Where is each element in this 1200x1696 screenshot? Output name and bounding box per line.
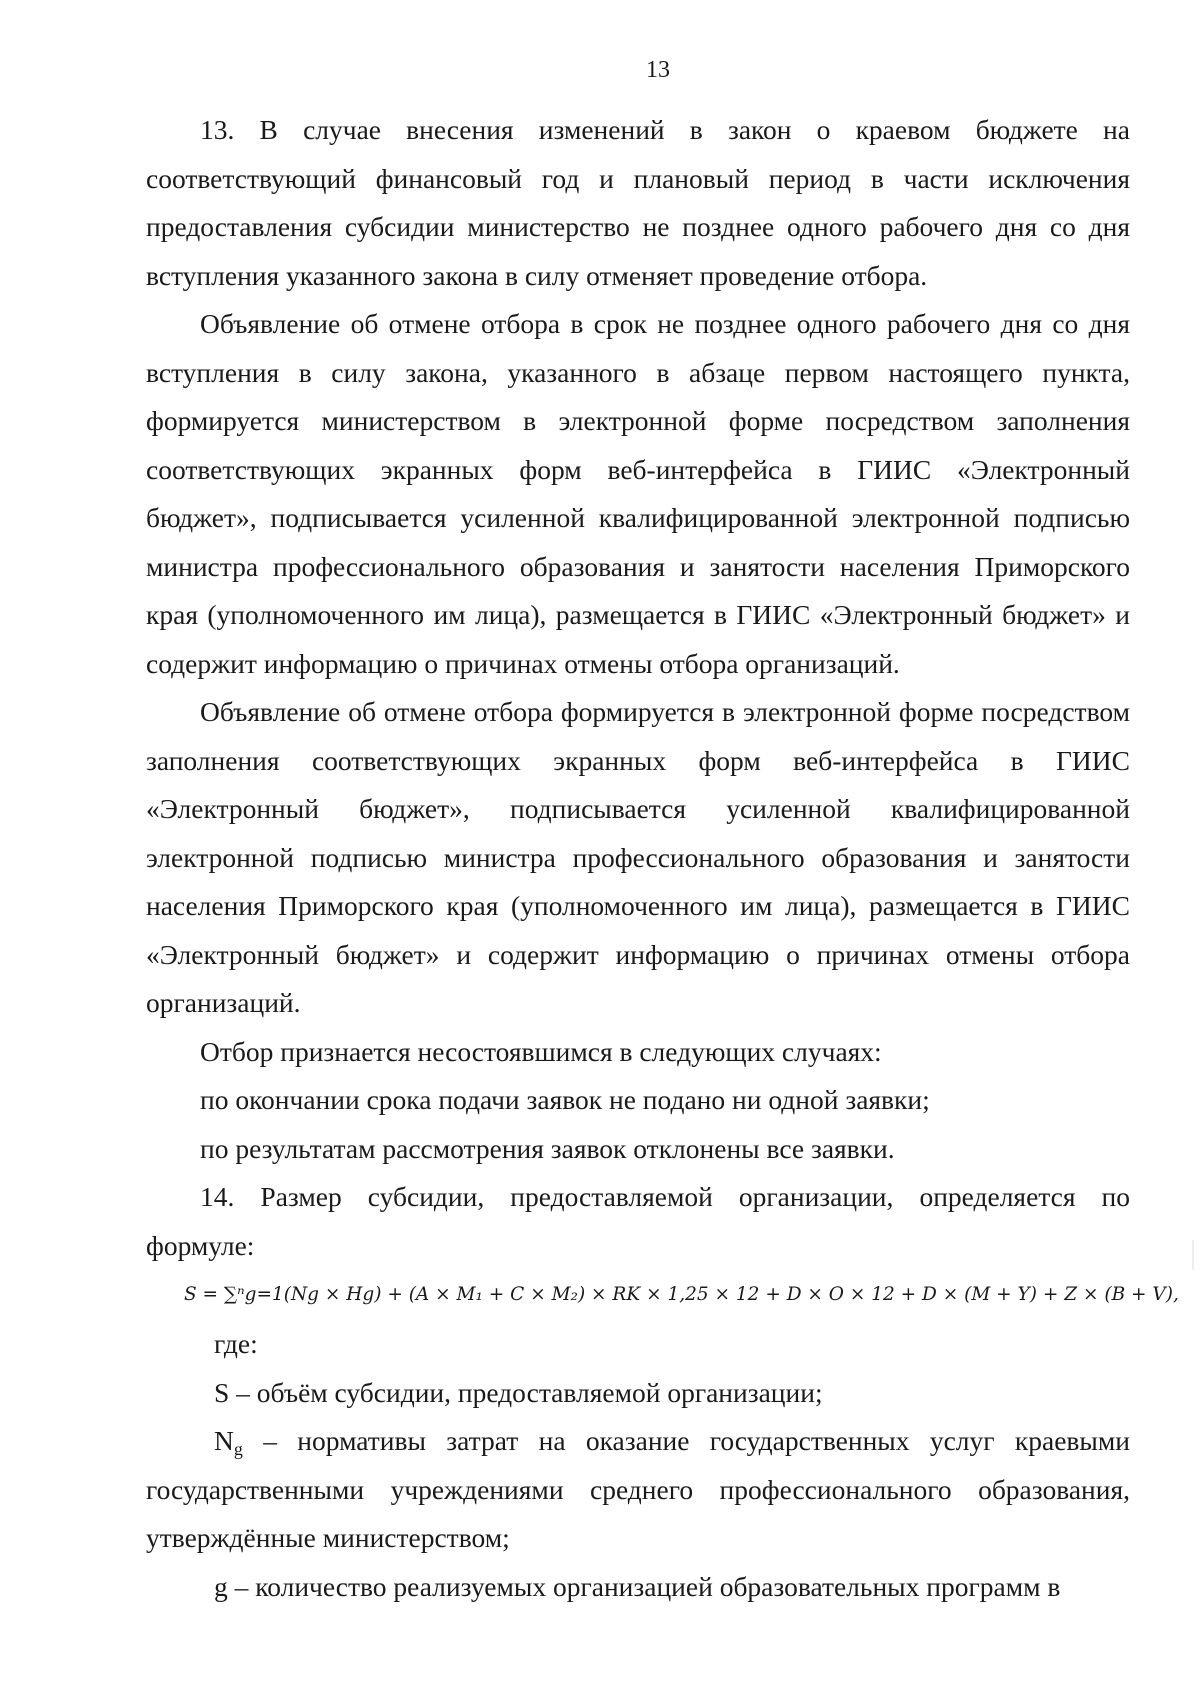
ng-subscript: g xyxy=(233,1439,243,1459)
paragraph-14: 14. Размер субсидии, предоставляемой организации, определяется по формуле: xyxy=(146,1181,1130,1261)
definition-g: g – количество реализуемых организацией образовательных программ в xyxy=(214,1570,1061,1602)
document-page xyxy=(146,56,1179,1611)
page-number: 13 xyxy=(646,57,670,83)
definition-ng xyxy=(146,1417,1130,1563)
paragraph-cancel-form: Объявление об отмене отбора формируется в электронной форме посредством заполнения соответствующих экранных форм веб-интерфейса в ГИИС «Электронный бюджет», подписывается усиленной квалифицированной электронной подписью министра профессионального образования и занятости населения Приморского края (уполномоченного им лица), размещается в ГИИС «Электронный бюджет» и содержит информацию о причинах отмены отбора организаций. xyxy=(146,696,1130,1018)
ng-symbol: N xyxy=(214,1425,234,1456)
paragraph-cancel-announcement: Объявление об отмене отбора в срок не позднее одного рабочего дня со дня вступления в силу закона, указанного в абзаце первом настоящего пункта, формируется министерством в электронной форме посредством заполнения соответствующих экранных форм веб-интерфейса в ГИИС «Электронный бюджет», подписывается усиленной квалифицированной электронной подписью министра профессионального образования и занятости населения Приморского края (уполномоченного им лица), размещается в ГИИС «Электронный бюджет» и содержит информацию о причинах отмены отбора организаций. xyxy=(146,308,1130,679)
paragraph-failed-selection: Отбор признается несостоявшимся в следующих случаях: xyxy=(200,1035,882,1067)
list-item-all-rejected: по результатам рассмотрения заявок отклонены все заявки. xyxy=(200,1132,895,1164)
ng-description: – нормативы затрат на оказание государственных услуг краевыми государственными учреждениями среднего профессионального образования, утверждённые министерством; xyxy=(146,1425,1130,1553)
definition-s: S – объём субсидии, предоставляемой организации; xyxy=(214,1376,823,1408)
paragraph-13: 13. В случае внесения изменений в закон о краевом бюджете на соответствующий финансовый год и плановый период в части исключения предоставления субсидии министерство не позднее одного рабочего дня со дня вступления указанного закона в силу отменяет проведение отбора. xyxy=(146,114,1130,291)
where-label: где: xyxy=(214,1328,258,1359)
list-item-no-applications: по окончании срока подачи заявок не подано ни одной заявки; xyxy=(200,1084,930,1115)
scan-edge-mark xyxy=(1192,1240,1194,1270)
subsidy-formula: S = ∑ⁿg=1(Ng × Hg) + (A × M₁ + C × M₂) × RK × 1,25 × 12 + D × O × 12 + D × (M + Y) + Z × (B + V), xyxy=(184,1284,1179,1305)
